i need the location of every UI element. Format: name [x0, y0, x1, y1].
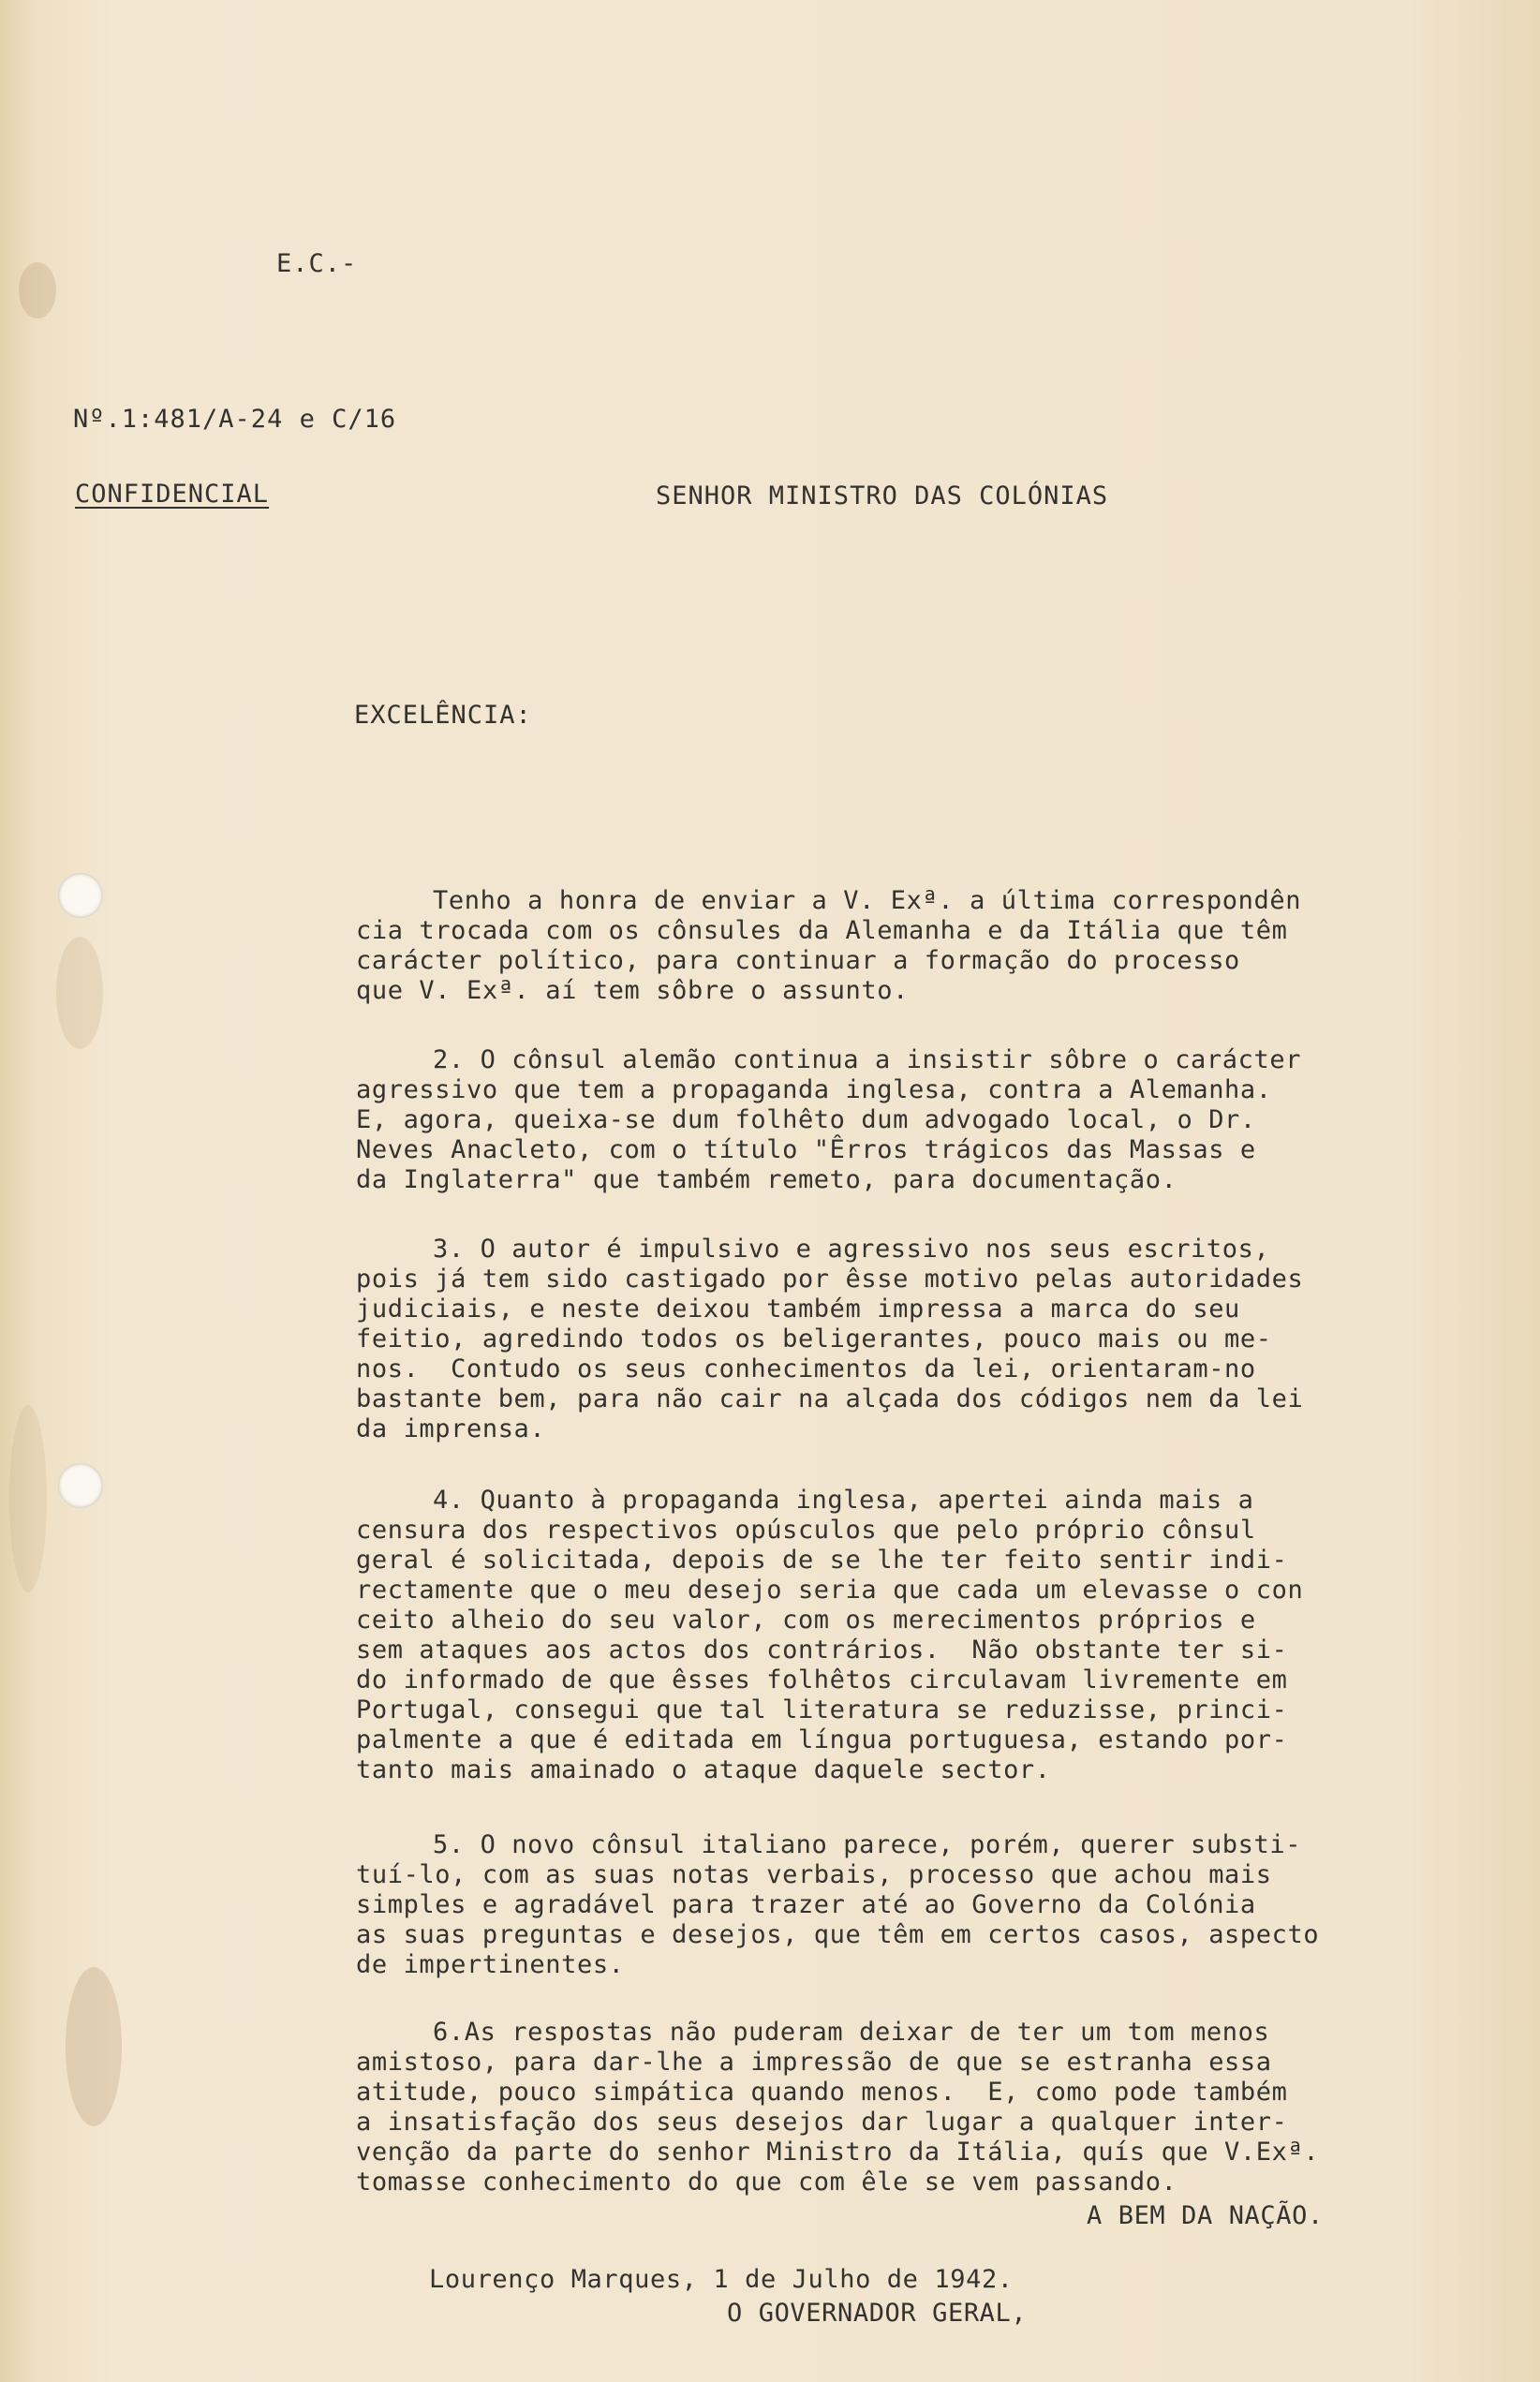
- paragraph-line: da Inglaterra" que também remeto, para documentação.: [356, 1165, 1177, 1194]
- paragraph-line: as suas preguntas e desejos, que têm em certos casos, aspecto: [356, 1920, 1320, 1949]
- punch-hole-upper: [58, 873, 103, 918]
- paragraph-line: nos. Contudo os seus conhecimentos da lei, orientaram-no: [356, 1354, 1256, 1383]
- signature-title: O GOVERNADOR GERAL,: [727, 2299, 1028, 2328]
- paragraph-line: venção da parte do senhor Ministro da Itália, quís que V.Exª.: [356, 2138, 1320, 2167]
- paragraph-line: 5. O novo cônsul italiano parece, porém, querer substi-: [433, 1830, 1302, 1859]
- paragraph-line: feitio, agredindo todos os beligerantes, pouco mais ou me-: [356, 1324, 1272, 1354]
- paragraph-line: agressivo que tem a propaganda inglesa, contra a Alemanha.: [356, 1075, 1272, 1104]
- paragraph-line: simples e agradável para trazer até ao Governo da Colónia: [356, 1890, 1256, 1919]
- classification-label: CONFIDENCIAL: [75, 480, 270, 509]
- paragraph-line: Tenho a honra de enviar a V. Exª. a última correspondên: [433, 886, 1302, 915]
- paragraph-line: judiciais, e neste deixou também impressa a marca do seu: [356, 1295, 1240, 1324]
- paragraph-line: do informado de que êsses folhêtos circulavam livremente em: [356, 1665, 1288, 1694]
- paragraph-line: cia trocada com os cônsules da Alemanha e da Itália que têm: [356, 916, 1288, 945]
- salutation: EXCELÊNCIA:: [354, 701, 532, 730]
- paragraph-line: amistoso, para dar-lhe a impressão de que se estranha essa: [356, 2048, 1272, 2077]
- paragraph-line: E, agora, queixa-se dum folhêto dum advogado local, o Dr.: [356, 1105, 1256, 1134]
- paragraph-line: carácter político, para continuar a formação do processo: [356, 946, 1240, 975]
- closing-formula: A BEM DA NAÇÃO.: [1087, 2201, 1324, 2230]
- paragraph-line: da imprensa.: [356, 1414, 546, 1443]
- paper-stain: [56, 937, 103, 1049]
- paragraph-line: censura dos respectivos opúsculos que pelo próprio cônsul: [356, 1516, 1256, 1545]
- paragraph-line: 6.As respostas não puderam deixar de ter um tom menos: [433, 2018, 1270, 2047]
- reference-number: Nº.1:481/A-24 e C/16: [73, 405, 397, 434]
- paragraph-line: tanto mais amainado o ataque daquele sector.: [356, 1755, 1051, 1784]
- paper-stain: [19, 262, 56, 318]
- paragraph-line: a insatisfação dos seus desejos dar lugar a qualquer inter-: [356, 2108, 1288, 2137]
- paragraph-line: tomasse conhecimento do que com êle se vem passando.: [356, 2167, 1177, 2197]
- paper-stain: [66, 1967, 122, 2126]
- paragraph-line: atitude, pouco simpática quando menos. E, como pode também: [356, 2078, 1288, 2107]
- paragraph-line: bastante bem, para não cair na alçada dos códigos nem da lei: [356, 1384, 1304, 1413]
- reference-code: E.C.-: [276, 249, 358, 278]
- paragraph-line: que V. Exª. aí tem sôbre o assunto.: [356, 976, 909, 1005]
- paragraph-line: geral é solicitada, depois de se lhe ter feito sentir indi-: [356, 1546, 1288, 1575]
- paragraph-line: tuí-lo, com as suas notas verbais, processo que achou mais: [356, 1860, 1272, 1889]
- paragraph-line: palmente a que é editada em língua portuguesa, estando por-: [356, 1725, 1288, 1754]
- addressee: SENHOR MINISTRO DAS COLÓNIAS: [656, 481, 1109, 510]
- paragraph-line: rectamente que o meu desejo seria que cada um elevasse o con: [356, 1576, 1304, 1605]
- paragraph-line: 3. O autor é impulsivo e agressivo nos seus escritos,: [433, 1235, 1270, 1264]
- paragraph-line: Portugal, consegui que tal literatura se reduzisse, princi-: [356, 1695, 1288, 1724]
- paper-stain: [9, 1405, 47, 1592]
- punch-hole-lower: [58, 1463, 103, 1508]
- place-date: Lourenço Marques, 1 de Julho de 1942.: [429, 2265, 1014, 2294]
- paragraph-line: sem ataques aos actos dos contrários. Não obstante ter si-: [356, 1635, 1288, 1664]
- paragraph-line: pois já tem sido castigado por êsse motivo pelas autoridades: [356, 1265, 1304, 1294]
- paragraph-line: 2. O cônsul alemão continua a insistir sôbre o carácter: [433, 1045, 1302, 1074]
- paragraph-line: Neves Anacleto, com o título "Êrros trágicos das Massas e: [356, 1135, 1256, 1164]
- paragraph-line: ceito alheio do seu valor, com os merecimentos próprios e: [356, 1605, 1256, 1635]
- paragraph-line: 4. Quanto à propaganda inglesa, apertei ainda mais a: [433, 1486, 1254, 1515]
- paragraph-line: de impertinentes.: [356, 1950, 625, 1979]
